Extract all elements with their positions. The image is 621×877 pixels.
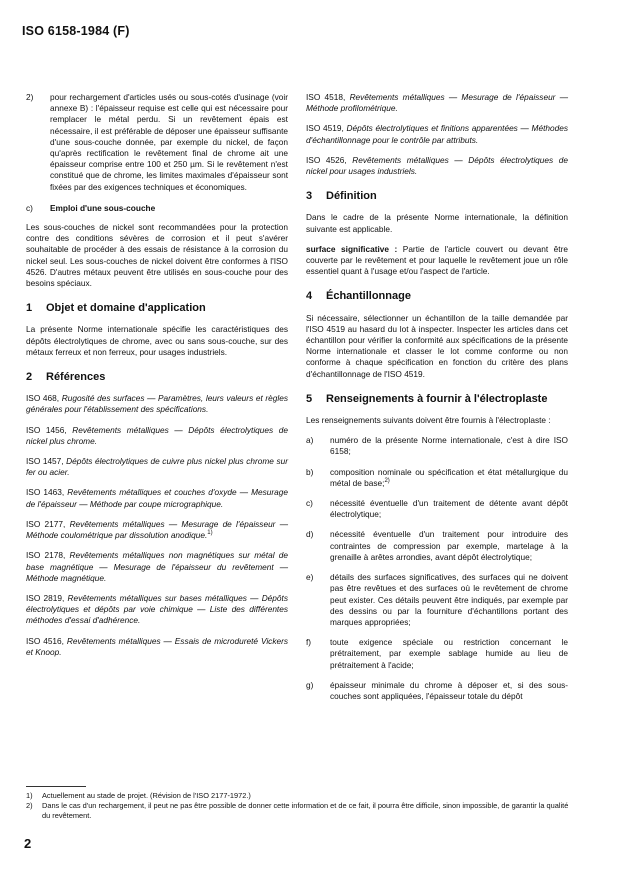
section-heading-5	[306, 394, 568, 405]
section-title: Définition	[326, 190, 377, 203]
reference-code: ISO 2177,	[26, 518, 66, 529]
paragraph: Si nécessaire, sélectionner un échantillon de la taille demandée par l'ISO 4519 au hasard du lot à inspecter. Inspecter les articles dans cet échantillon pour vérifier la conformité aux spécifications de la présente Norme internationale et classer le lot comme conforme ou non conforme à chaque spécification en fonction du critère des plans d'échantillonnage de l'ISO 4519.	[306, 312, 568, 379]
section-number: 1	[26, 302, 33, 315]
reference-title: Dépôts électrolytiques et finitions apparentées — Méthodes d'échantillonnage pour le contrôle par attributs.	[306, 123, 568, 145]
list-item	[306, 680, 568, 702]
list-item	[306, 637, 568, 671]
list-item	[306, 572, 568, 628]
subsection-title: Emploi d'une sous-couche	[50, 202, 156, 213]
list-text-body: détails des surfaces significatives, des surfaces qui ne doivent pas être revêtues et des surfaces où le revêtement de chrome peut exister. Ces détails peuvent être indiqués, par exemple par des dessins ou par la fourniture d'échantillons portant des marques appropriées;	[330, 572, 568, 627]
reference-code: ISO 4519,	[306, 123, 344, 134]
reference-code: ISO 2178,	[26, 550, 66, 561]
paragraph: Dans le cadre de la présente Norme internationale, la définition suivante est applicable.	[306, 212, 568, 234]
reference-item	[26, 425, 288, 447]
paragraph: Les sous-couches de nickel sont recommandées pour la protection contre des conditions sévères de corrosion et il peut s'avérer souhaitable de procéder à des essais de résistance à la corrosion du nickel seul. Les sous-couches de nickel doivent être conformes à l'ISO 4526. D'autres métaux peuvent être utilisés en sous-couche pour des besoins spéciaux.	[26, 222, 288, 289]
list-label: e)	[306, 572, 314, 583]
reference-code: ISO 1463,	[26, 487, 65, 498]
section-title: Renseignements à fournir à l'électroplaste	[326, 392, 548, 405]
reference-list	[26, 393, 288, 658]
reference-item	[306, 92, 568, 114]
reference-title: Revêtements métalliques — Dépôts électrolytiques de nickel plus chrome.	[26, 424, 288, 446]
reference-code: ISO 4526,	[306, 154, 347, 165]
list-text-body: numéro de la présente Norme internationale, c'est à dire ISO 6158;	[330, 435, 568, 457]
list-item	[306, 467, 568, 489]
footnote-marker: 1)	[207, 530, 213, 537]
reference-code: ISO 468,	[26, 393, 60, 404]
list-label: d)	[306, 529, 314, 540]
reference-item	[26, 487, 288, 509]
subsection-heading	[26, 203, 288, 214]
section-heading-4	[306, 291, 568, 302]
list-item	[306, 529, 568, 563]
reference-title: Revêtements métalliques et couches d'oxyde — Mesurage de l'épaisseur — Méthode par coupe micrographique.	[26, 487, 288, 509]
list-text	[330, 529, 568, 563]
list-text-body: nécessité éventuelle d'un traitement de détente avant dépôt électrolytique;	[330, 498, 568, 520]
page-number: 2	[24, 836, 32, 851]
footnote-rule	[26, 786, 86, 787]
section-heading-2	[26, 372, 288, 383]
list-text	[330, 435, 568, 457]
footnote-text: Dans le cas d'un rechargement, il peut ne pas être possible de donner cette information et de ce fait, il pourra être difficile, sinon impossible, de garantir la qualité du revêtement.	[42, 801, 569, 820]
list-label: c)	[306, 498, 313, 509]
section-title: Échantillonnage	[326, 290, 411, 303]
footnote	[26, 801, 571, 821]
list-item	[306, 498, 568, 520]
footnote-marker: 2)	[384, 478, 390, 485]
reference-item	[26, 593, 288, 627]
reference-item	[306, 123, 568, 145]
reference-title: Revêtements métalliques non magnétiques sur métal de base magnétique — Mesurage de l'épaisseur du revêtement — Méthode magnétique.	[26, 550, 288, 583]
reference-item	[26, 519, 288, 541]
requirements-list	[306, 435, 568, 702]
list-text	[330, 680, 568, 702]
list-text: pour rechargement d'articles usés ou sous-cotés d'usinage (voir annexe B) : l'épaisseur requise est celle qui est nécessaire pour remplacer le métal perdu. Si un revêtement épais est nécessaire, il est préférable de déposer une épaisseur suffisante d'une sous-couche donnée, par exemple du nickel, de façon qu'après rectification le revêtement final de chrome ait une épaisseur comprise entre 100 et 250 µm. Si le revêtement n'est constitué que de chrome, les limites maximales d'épaisseur sont fixées par des exigences techniques et économiques.	[50, 92, 288, 192]
list-text-body: épaisseur minimale du chrome à déposer et, si des sous-couches sont appliquées, l'épaisseur totale du dépôt	[330, 679, 568, 701]
section-number: 5	[306, 392, 313, 405]
reference-code: ISO 1456,	[26, 424, 67, 435]
subsection-label: c)	[26, 202, 33, 213]
left-column	[26, 92, 288, 667]
section-number: 2	[26, 371, 33, 384]
reference-item	[26, 636, 288, 658]
footnote-text: Actuellement au stade de projet. (Révision de l'ISO 2177-1972.)	[42, 791, 251, 800]
reference-title: Revêtements métalliques — Essais de microdureté Vickers et Knoop.	[26, 635, 288, 657]
definition	[306, 244, 568, 278]
list-label: 2)	[26, 92, 34, 102]
reference-code: ISO 4516,	[26, 635, 64, 646]
reference-code: ISO 1457,	[26, 456, 64, 467]
section-heading-1	[26, 303, 288, 314]
list-text	[330, 467, 568, 489]
section-title: Références	[46, 371, 106, 384]
section-number: 4	[306, 290, 313, 303]
reference-title: Revêtements métalliques — Dépôts électrolytiques de nickel pour usages industriels.	[306, 154, 568, 177]
paragraph: Les renseignements suivants doivent être fournis à l'électroplaste :	[306, 415, 551, 426]
reference-title: Revêtements métalliques — Mesurage de l'épaisseur — Méthode coulométrique par dissolution anodique.	[26, 518, 288, 541]
footnote-label: 1)	[26, 791, 33, 800]
footnote	[26, 791, 571, 801]
reference-list	[306, 92, 568, 177]
list-text	[330, 498, 568, 520]
reference-code: ISO 4518,	[306, 92, 346, 102]
definition-term: surface significative :	[306, 243, 398, 254]
document-header: ISO 6158-1984 (F)	[22, 24, 130, 38]
paragraph: La présente Norme internationale spécifie les caractéristiques des dépôts électrolytiques de chrome, avec ou sans sous-couche, sur des métaux ferreux et non ferreux, pour usages industriels.	[26, 324, 288, 357]
reference-item	[306, 155, 568, 177]
reference-code: ISO 2819,	[26, 592, 65, 603]
reference-title: Revêtements métalliques sur bases métalliques — Dépôts électrolytiques et dépôts par voie chimique — Liste des différentes méthodes d'essai d'adhérence.	[26, 592, 288, 626]
list-text-body: toute exigence spéciale ou restriction concernant le prétraitement, par exemple sablage humide au lieu de prétraitement à l'acide;	[330, 637, 568, 670]
reference-item	[26, 456, 288, 478]
list-text-body: composition nominale ou spécification et état métallurgique du métal de base;	[330, 466, 568, 488]
list-text	[330, 572, 568, 628]
right-column	[306, 92, 568, 711]
reference-title: Dépôts électrolytiques de cuivre plus nickel plus chrome sur fer ou acier.	[26, 456, 288, 478]
reference-title: Revêtements métalliques — Mesurage de l'épaisseur — Méthode profilométrique.	[306, 92, 568, 114]
section-number: 3	[306, 190, 313, 203]
section-heading-3	[306, 191, 568, 202]
definition-text: Partie de l'article couvert ou devant être couverte par le revêtement et pour laquelle le revêtement joue un rôle essentiel quant à l'usage et/ou l'aspect de l'article.	[306, 243, 568, 277]
footnotes	[26, 786, 571, 821]
list-text	[330, 637, 568, 671]
list-item	[306, 435, 568, 457]
list-label: f)	[306, 637, 312, 648]
list-text-body: nécessité éventuelle d'un traitement pour introduire des contraintes de compression par exemple, martelage à la grenaille à arêtes arrondies, avant dépôt électrolytique;	[330, 529, 568, 562]
reference-item	[26, 550, 288, 584]
list-item	[26, 92, 288, 193]
list-label: a)	[306, 435, 314, 446]
list-label: b)	[306, 466, 314, 477]
footnote-label: 2)	[26, 801, 33, 810]
list-label: g)	[306, 679, 314, 690]
reference-title: Rugosité des surfaces — Paramètres, leurs valeurs et règles générales pour l'établissement des spécifications.	[26, 393, 288, 415]
reference-item	[26, 393, 288, 415]
section-title: Objet et domaine d'application	[46, 302, 206, 315]
